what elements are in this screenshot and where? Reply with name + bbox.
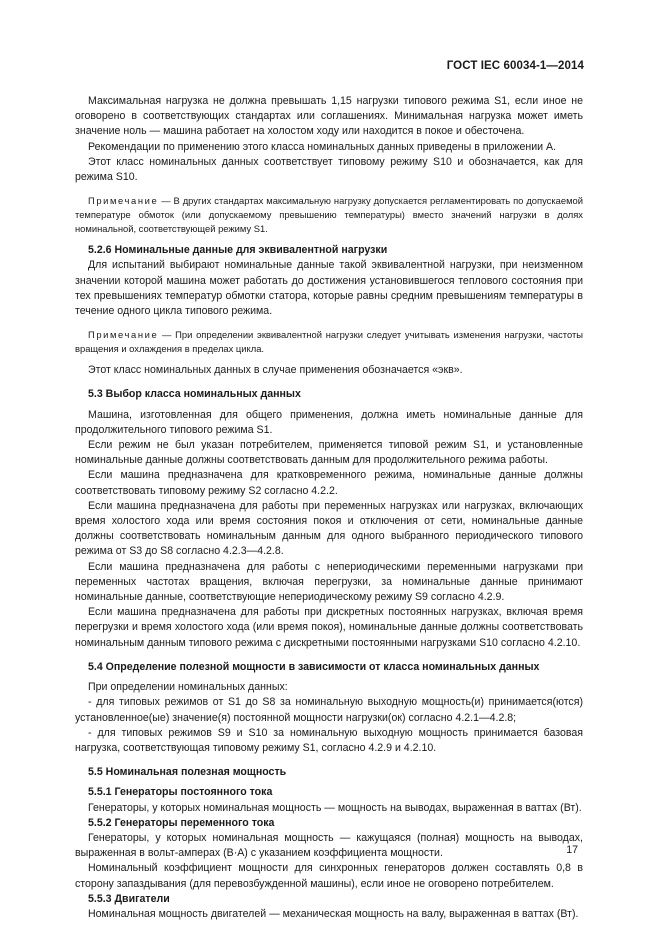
- paragraph: При определении номинальных данных:: [88, 681, 288, 694]
- paragraph: Номинальная мощность двигателей — механическая мощность на валу, выраженная в ваттах (Вт).: [88, 907, 579, 920]
- note-label: Примечание: [88, 195, 159, 207]
- subsection-heading: 5.5.2 Генераторы переменного тока: [88, 816, 275, 829]
- paragraph: Этот класс номинальных данных соответствует типовому режиму S10 и обозначается, как для режима S10.: [75, 155, 583, 184]
- paragraph: Номинальный коэффициент мощности для синхронных генераторов должен составлять 0,8 в сторону запаздывания (для перевозбужденной машины), если иное не оговорено потребителем.: [75, 862, 583, 890]
- section-heading: 5.3 Выбор класса номинальных данных: [88, 388, 301, 401]
- paragraph: Для испытаний выбирают номинальные данные такой эквивалентной нагрузки, при неизменном значении которой машина может работать до достижения установившегося теплового состояния при тех превышениях температур обмотки статора, которые равны средним превышениям температуры в течение одного цикла типового режима.: [75, 259, 583, 318]
- paragraph: Если режим не был указан потребителем, применяется типовой режим S1, и установленные номинальные данные должны соответствовать данным для продолжительного режима работы.: [75, 439, 583, 467]
- paragraph: Машина, изготовленная для общего применения, должна иметь номинальные данные для продолжительного типового режима S1.: [75, 408, 583, 436]
- document-body: [75, 94, 583, 922]
- list-item: - для типовых режимов от S1 до S8 за номинальную выходную мощность(и) принимается(ются) установленное(ые) значение(я) постоянной мощности нагрузки(ок) согласно 4.2.1—4.2.8;: [75, 696, 583, 724]
- note-label: Примечание: [88, 329, 159, 341]
- paragraph: Генераторы, у которых номинальная мощность — мощность на выводах, выраженная в ваттах (Вт).: [88, 801, 582, 814]
- list-item: - для типовых режимов S9 и S10 за номинальную выходную мощность принимается базовая нагрузка, соответствующая типовому режиму S1, согласно 4.2.9 и 4.2.10.: [75, 726, 583, 754]
- subsection-heading: 5.5.3 Двигатели: [88, 892, 170, 905]
- paragraph: Рекомендации по применению этого класса номинальных данных приведены в приложении А.: [88, 140, 557, 153]
- paragraph: Этот класс номинальных данных в случае применения обозначается «экв».: [88, 364, 463, 377]
- note: [75, 194, 583, 236]
- section-heading: 5.5 Номинальная полезная мощность: [88, 766, 287, 779]
- subsection-heading: 5.5.1 Генераторы постоянного тока: [88, 786, 273, 799]
- document-header: ГОСТ IEC 60034-1—2014: [446, 60, 584, 72]
- paragraph: Генераторы, у которых номинальная мощность — кажущаяся (полная) мощность на выводах, выраженная в вольт-амперах (В·А) с указанием коэффициента мощности.: [75, 831, 583, 860]
- paragraph: Если машина предназначена для работы с непериодическими переменными нагрузками при переменных частотах вращения, включая перегрузки, за номинальные данные принимают номинальные данные, соответствующие непериодическому режиму S9 согласно 4.2.9.: [75, 560, 583, 604]
- paragraph: Если машина предназначена для работы при дискретных постоянных нагрузках, включая время перегрузки и время холостого хода (или время покоя), номинальные данные должны соответствовать номинальным данным типового режима с дискретными постоянными нагрузками S10 согласно 4.2.10.: [75, 606, 583, 649]
- note-text: — В других стандартах максимальную нагрузку допускается регламентировать по допускаемой температуре обмоток (или допускаемому превышению температуры) вместо значений нагрузки в долях номинальной, соответствующей режиму S1.: [75, 195, 583, 235]
- section-heading: 5.4 Определение полезной мощности в зависимости от класса номинальных данных: [88, 660, 540, 673]
- subsection-heading: 5.2.6 Номинальные данные для эквивалентной нагрузки: [88, 244, 388, 257]
- page-number: 17: [566, 844, 578, 856]
- paragraph: Если машина предназначена для работы при переменных нагрузках или нагрузках, включающих время холостого хода или время состояния покоя и отключения от сети, номинальные данные должны соответствовать номинальным данным для одного выбранного периодического типового режима от S3 до S8 согласно 4.2.3—4.2.8.: [75, 499, 583, 558]
- paragraph: Если машина предназначена для кратковременного режима, номинальные данные должны соответствовать типовому режиму S2 согласно 4.2.2.: [75, 469, 583, 497]
- note-text: — При определении эквивалентной нагрузки следует учитывать изменения нагрузки, частоты вращения и охлаждения в пределах цикла.: [75, 329, 583, 355]
- note: [75, 328, 583, 356]
- paragraph: Максимальная нагрузка не должна превышать 1,15 нагрузки типового режима S1, если иное не оговорено в соответствующих стандартах или соглашениях. Минимальная нагрузка может иметь значение ноль — машина работает на холостом ходу или находится в покое и обесточена.: [75, 95, 583, 138]
